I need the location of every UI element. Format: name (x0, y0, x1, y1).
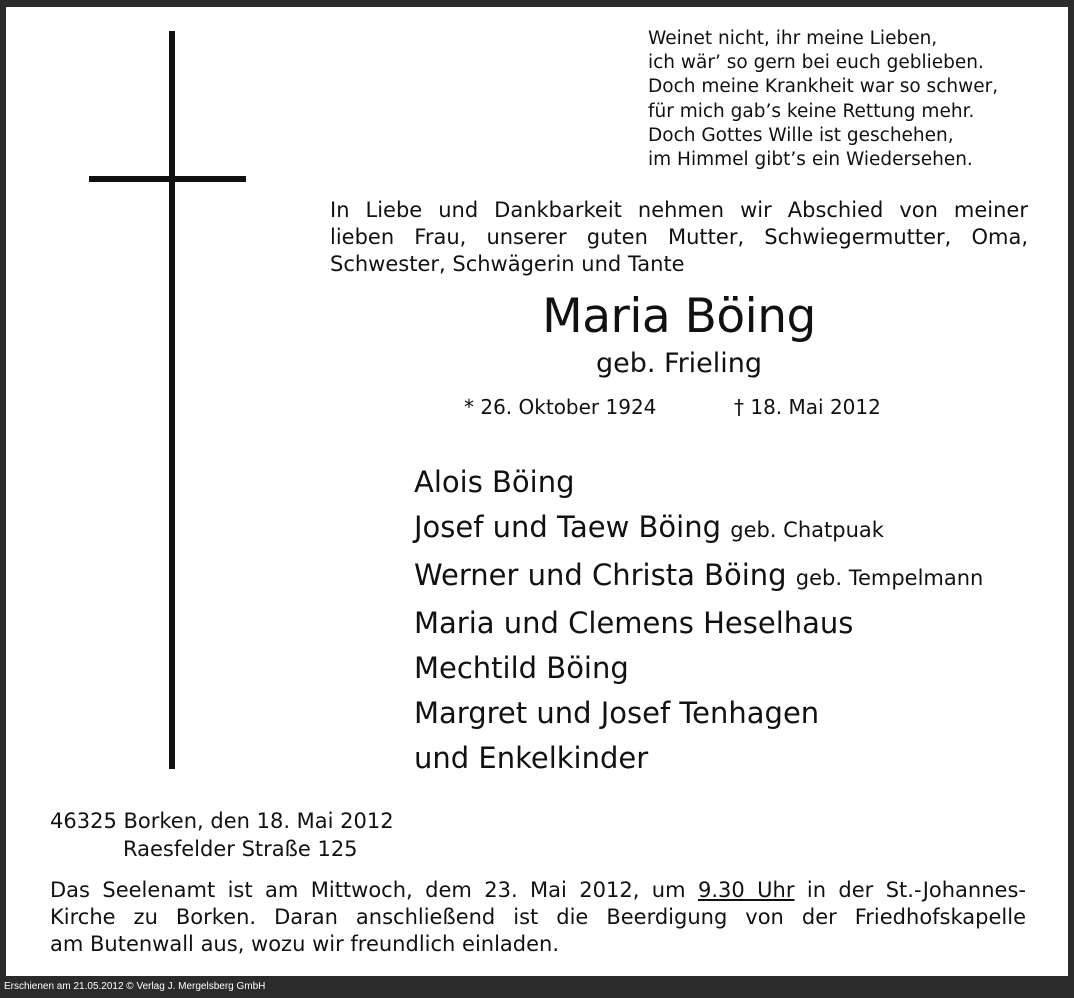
mourner-entry (414, 736, 983, 781)
farewell-line: In Liebe und Dankbarkeit nehmen wir Abschied von meiner (330, 198, 1028, 222)
mourner-entry (414, 460, 983, 505)
service-line: Kirche zu Borken. Daran anschließend ist die Beerdigung von der Friedhofskapelle (50, 905, 1026, 929)
place-and-date: 46325 Borken, den 18. Mai 2012 (50, 809, 394, 833)
mourner-name: Werner und Christa Böing (414, 558, 787, 592)
farewell-line: Schwester, Schwägerin und Tante (330, 252, 685, 276)
obituary-page (6, 7, 1068, 976)
mourner-entry (414, 553, 983, 601)
birth-date: * 26. Oktober 1924 (464, 395, 657, 419)
service-time: 9.30 Uhr (697, 878, 795, 902)
deceased-birth-name: geb. Frieling (595, 348, 763, 379)
poem-line: Doch Gottes Wille ist geschehen, (648, 124, 954, 146)
mourner-entry (414, 691, 983, 736)
poem-line: im Himmel gibt’s ein Wiedersehen. (648, 149, 973, 171)
service-notice (50, 877, 1026, 958)
poem-line: Weinet nicht, ihr meine Lieben, (648, 28, 938, 49)
mourner-birth-name: geb. Tempelmann (795, 566, 984, 590)
mourners-list (414, 460, 983, 781)
mourner-entry (414, 505, 983, 553)
street-address: Raesfelder Straße 125 (123, 837, 358, 861)
mourner-birth-name: geb. Chatpuak (730, 518, 884, 542)
mourner-name: Mechtild Böing (414, 651, 629, 685)
poem-line: Doch meine Krankheit war so schwer, (648, 76, 999, 98)
cross-icon-vertical-bar (169, 31, 175, 769)
mourner-entry (414, 646, 983, 691)
poem-line: ich wär’ so gern bei euch geblieben. (648, 52, 984, 74)
mourner-name: Josef und Taew Böing (414, 510, 722, 544)
service-text: in der St.-Johannes- (794, 878, 1026, 902)
deceased-name: Maria Böing (542, 289, 816, 344)
mourner-name: Alois Böing (414, 465, 575, 499)
publication-footer: Erschienen am 21.05.2012 © Verlag J. Mergelsberg GmbH (4, 981, 266, 992)
mourner-entry (414, 601, 983, 646)
mourner-name: Margret und Josef Tenhagen (414, 696, 820, 730)
service-text: Das Seelenamt ist am Mittwoch, dem 23. Mai 2012, um (50, 878, 698, 902)
poem-line: für mich gab’s keine Rettung mehr. (648, 100, 975, 122)
poem (648, 27, 998, 172)
mourner-name: und Enkelkinder (414, 741, 649, 775)
service-line (50, 877, 1026, 904)
farewell-line: lieben Frau, unserer guten Mutter, Schwiegermutter, Oma, (330, 225, 1028, 249)
farewell-text (330, 197, 1028, 278)
service-line: am Butenwall aus, wozu wir freundlich einladen. (50, 932, 560, 956)
cross-icon-horizontal-bar (89, 176, 246, 182)
mourner-name: Maria und Clemens Heselhaus (414, 606, 854, 640)
death-date: † 18. Mai 2012 (734, 395, 881, 419)
